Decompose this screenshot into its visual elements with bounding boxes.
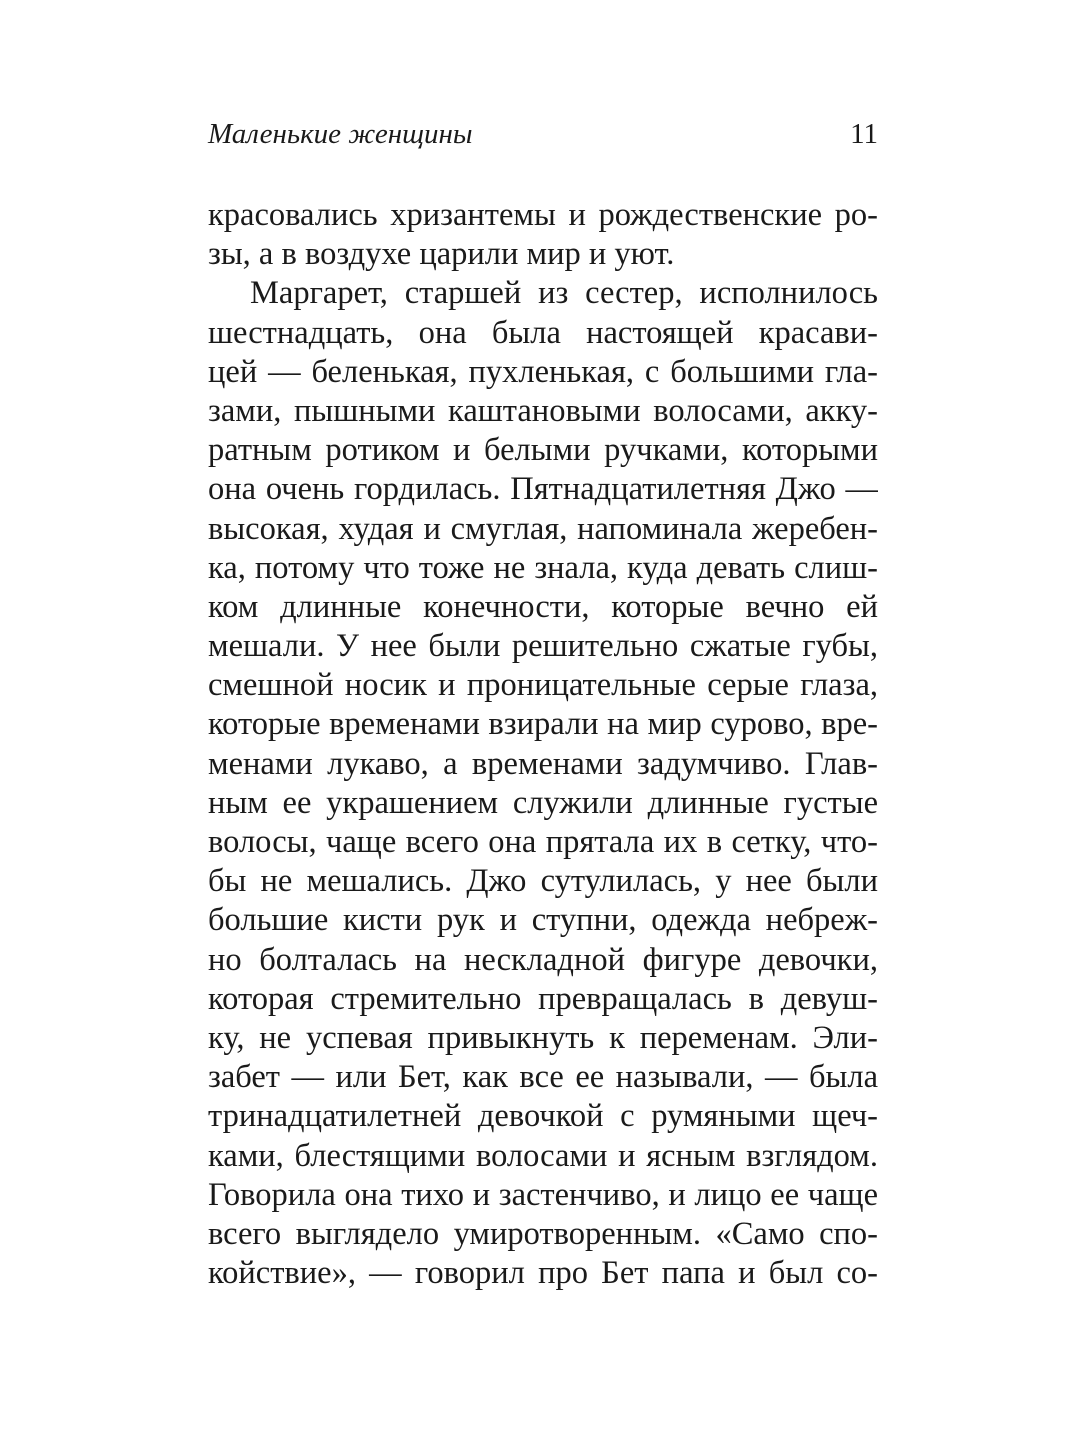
text-line: ным ее украшением служили длинные густые (208, 784, 878, 821)
text-line: ками, блестящими волосами и ясным взглядом. (208, 1137, 878, 1174)
text-line: Маргарет, старшей из сестер, исполнилось (250, 275, 878, 312)
text-line: ку, не успевая привыкнуть к переменам. Эли- (208, 1019, 878, 1056)
text-line: зами, пышными каштановыми волосами, акку- (208, 392, 878, 429)
text-line: она очень гордилась. Пятнадцатилетняя Джо — (208, 471, 878, 508)
text-line: но болталась на нескладной фигуре девочки, (208, 941, 878, 978)
text-line: Говорила она тихо и застенчиво, и лицо ее чаще (208, 1176, 878, 1213)
text-line: волосы, чаще всего она прятала их в сетку, что- (208, 824, 878, 860)
text-line: тринадцатилетней девочкой с румяными щеч- (208, 1098, 878, 1135)
body-text (208, 196, 878, 1293)
text-line: высокая, худая и смуглая, напоминала жеребен- (208, 510, 878, 547)
text-line: большие кисти рук и ступни, одежда небреж- (208, 902, 878, 939)
text-line: бы не мешались. Джо сутулилась, у нее были (208, 863, 878, 900)
text-line: красовались хризантемы и рождественские ро- (208, 197, 878, 233)
running-head (208, 112, 878, 156)
text-line: которая стремительно превращалась в девуш- (208, 980, 878, 1017)
text-line: смешной носик и проницательные серые глаза, (208, 667, 878, 704)
text-line: забет — или Бет, как все ее называли, — была (208, 1059, 878, 1096)
text-line: всего выглядело умиротворенным. «Само спо- (208, 1215, 878, 1252)
text-line: ратным ротиком и белыми ручками, которыми (208, 432, 878, 469)
text-line: цей — беленькая, пухленькая, с большими гла- (208, 353, 878, 390)
text-line: которые временами взирали на мир сурово, вре- (208, 706, 878, 743)
page-number: 11 (850, 118, 878, 150)
text-line: мешали. У нее были решительно сжатые губы, (208, 628, 878, 665)
book-title: Маленькие женщины (208, 118, 473, 150)
text-line: зы, а в воздухе царили мир и уют. (208, 236, 675, 273)
text-line: шестнадцать, она была настоящей красави- (208, 314, 878, 351)
text-line: ка, потому что тоже не знала, куда девать слиш- (208, 549, 878, 586)
text-line: менами лукаво, а временами задумчиво. Глав- (208, 745, 878, 782)
text-line: ком длинные конечности, которые вечно ей (208, 588, 878, 625)
text-line: койствие», — говорил про Бет папа и был со- (208, 1255, 878, 1292)
